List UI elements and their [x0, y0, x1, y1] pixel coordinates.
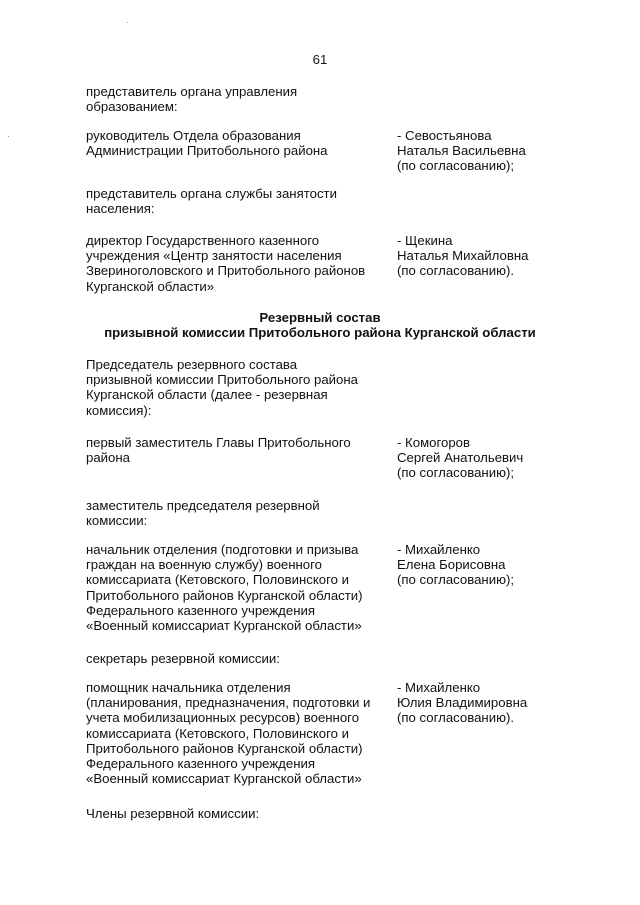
member-position: директор Государственного казенного учреждения «Центр занятости населения Звериноголовского и Притобольного районов Курганской области» [86, 233, 366, 294]
member-name: - Михайленко Елена Борисовна (по согласованию); [397, 542, 515, 588]
role-title: секретарь резервной комиссии: [86, 651, 280, 666]
member-position: руководитель Отдела образования Администрации Притобольного района [86, 128, 328, 159]
member-name: - Щекина Наталья Михайловна (по согласованию). [397, 233, 529, 279]
member-name: - Севостьянова Наталья Васильевна (по согласованию); [397, 128, 526, 174]
role-title: Председатель резервного состава призывной комиссии Притобольного района Курганской области (далее - резервная комиссия): [86, 357, 358, 418]
scan-speck [127, 22, 128, 23]
page-number: 61 [312, 52, 328, 67]
role-title: заместитель председателя резервной комиссии: [86, 498, 320, 529]
member-position: первый заместитель Главы Притобольного района [86, 435, 351, 466]
scan-speck [8, 136, 9, 137]
section-heading: Резервный состав призывной комиссии Притобольного района Курганской области [104, 310, 536, 341]
member-position: начальник отделения (подготовки и призыва граждан на военную службу) военного комиссариата (Кетовского, Половинского и Притобольного районов Курганской области) Федерального казенного учреждения «Военный комиссариат Курганской области» [86, 542, 363, 634]
member-name: - Михайленко Юлия Владимировна (по согласованию). [397, 680, 528, 726]
role-title: представитель органа службы занятости населения: [86, 186, 337, 217]
role-title: Члены резервной комиссии: [86, 806, 260, 821]
role-title: представитель органа управления образованием: [86, 84, 298, 115]
member-name: - Комогоров Сергей Анатольевич (по согласованию); [397, 435, 524, 481]
member-position: помощник начальника отделения (планирования, предназначения, подготовки и учета мобилизационных ресурсов) военного комиссариата (Кетовского, Половинского и Притобольного районов Курганской области) Федерального казенного учреждения «Военный комиссариат Курганской области» [86, 680, 371, 787]
